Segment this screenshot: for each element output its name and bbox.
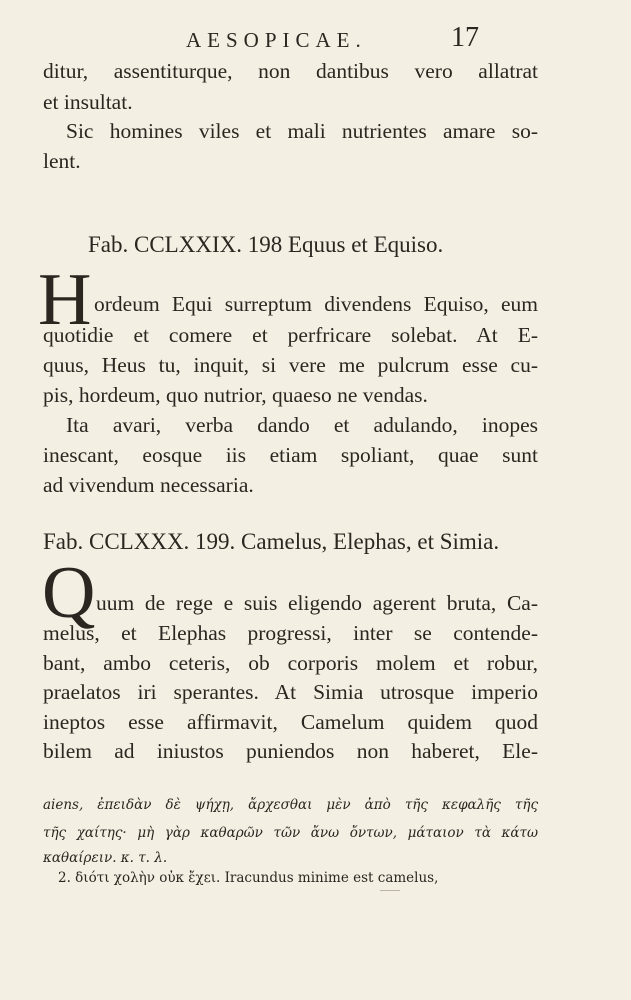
text-line: ditur, assentiturque, non dantibus vero allatrat <box>43 59 538 83</box>
fable-line: melus, et Elephas progressi, inter se contende- <box>43 621 538 645</box>
running-title: AESOPICAE. <box>186 28 367 52</box>
fable-title: Fab. CCLXXIX. 198 Equus et Equiso. <box>88 232 444 257</box>
page-header <box>186 22 591 58</box>
fable-line: quus, Heus tu, inquit, si vere me pulcrum esse cu- <box>43 353 538 377</box>
drop-cap: H <box>38 259 92 341</box>
drop-cap: Q <box>42 552 96 634</box>
footnote-rule <box>380 890 400 891</box>
text-line: et insultat. <box>43 90 133 114</box>
footnote-line: aiens, ἐπειδὰν δὲ ψήχῃ, ἄρχεσθαι μὲν ἀπὸ τῆς κεφαλῆς τῆς <box>43 797 538 813</box>
text-line: Sic homines viles et mali nutrientes amare so- <box>66 119 538 143</box>
fable-line: ordeum Equi surreptum divendens Equiso, eum <box>94 292 538 316</box>
fable-line: ineptos esse affirmavit, Camelum quidem quod <box>43 710 538 734</box>
fable-line: Ita avari, verba dando et adulando, inopes <box>66 413 538 437</box>
fable-line: inescant, eosque iis etiam spoliant, quae sunt <box>43 443 538 467</box>
fable-line: praelatos iri sperantes. At Simia utrosque imperio <box>43 680 538 704</box>
fable-line: bilem ad iniustos puniendos non haberet, Ele- <box>43 739 538 763</box>
footnote-line: καθαίρειν. κ. τ. λ. <box>43 850 168 866</box>
page-number: 17 <box>451 22 479 53</box>
fable-line: bant, ambo ceteris, ob corporis molem et robur, <box>43 651 538 675</box>
footnote-line: τῆς χαίτης· μὴ γὰρ καθαρῶν τῶν ἄνω ὄντων, μάταιον τὰ κάτω <box>43 825 538 841</box>
text-line: lent. <box>43 149 81 173</box>
fable-line: ad vivendum necessaria. <box>43 473 254 497</box>
footnote-line: 2. διότι χολὴν οὐκ ἔχει. Iracundus minime est camelus, <box>58 870 439 886</box>
fable-line: quotidie et comere et perfricare solebat. At E- <box>43 323 538 347</box>
fable-title: Fab. CCLXXX. 199. Camelus, Elephas, et Simia. <box>43 529 500 554</box>
fable-line: pis, hordeum, quo nutrior, quaeso ne vendas. <box>43 383 428 407</box>
fable-line: uum de rege e suis eligendo agerent bruta, Ca- <box>96 591 538 615</box>
